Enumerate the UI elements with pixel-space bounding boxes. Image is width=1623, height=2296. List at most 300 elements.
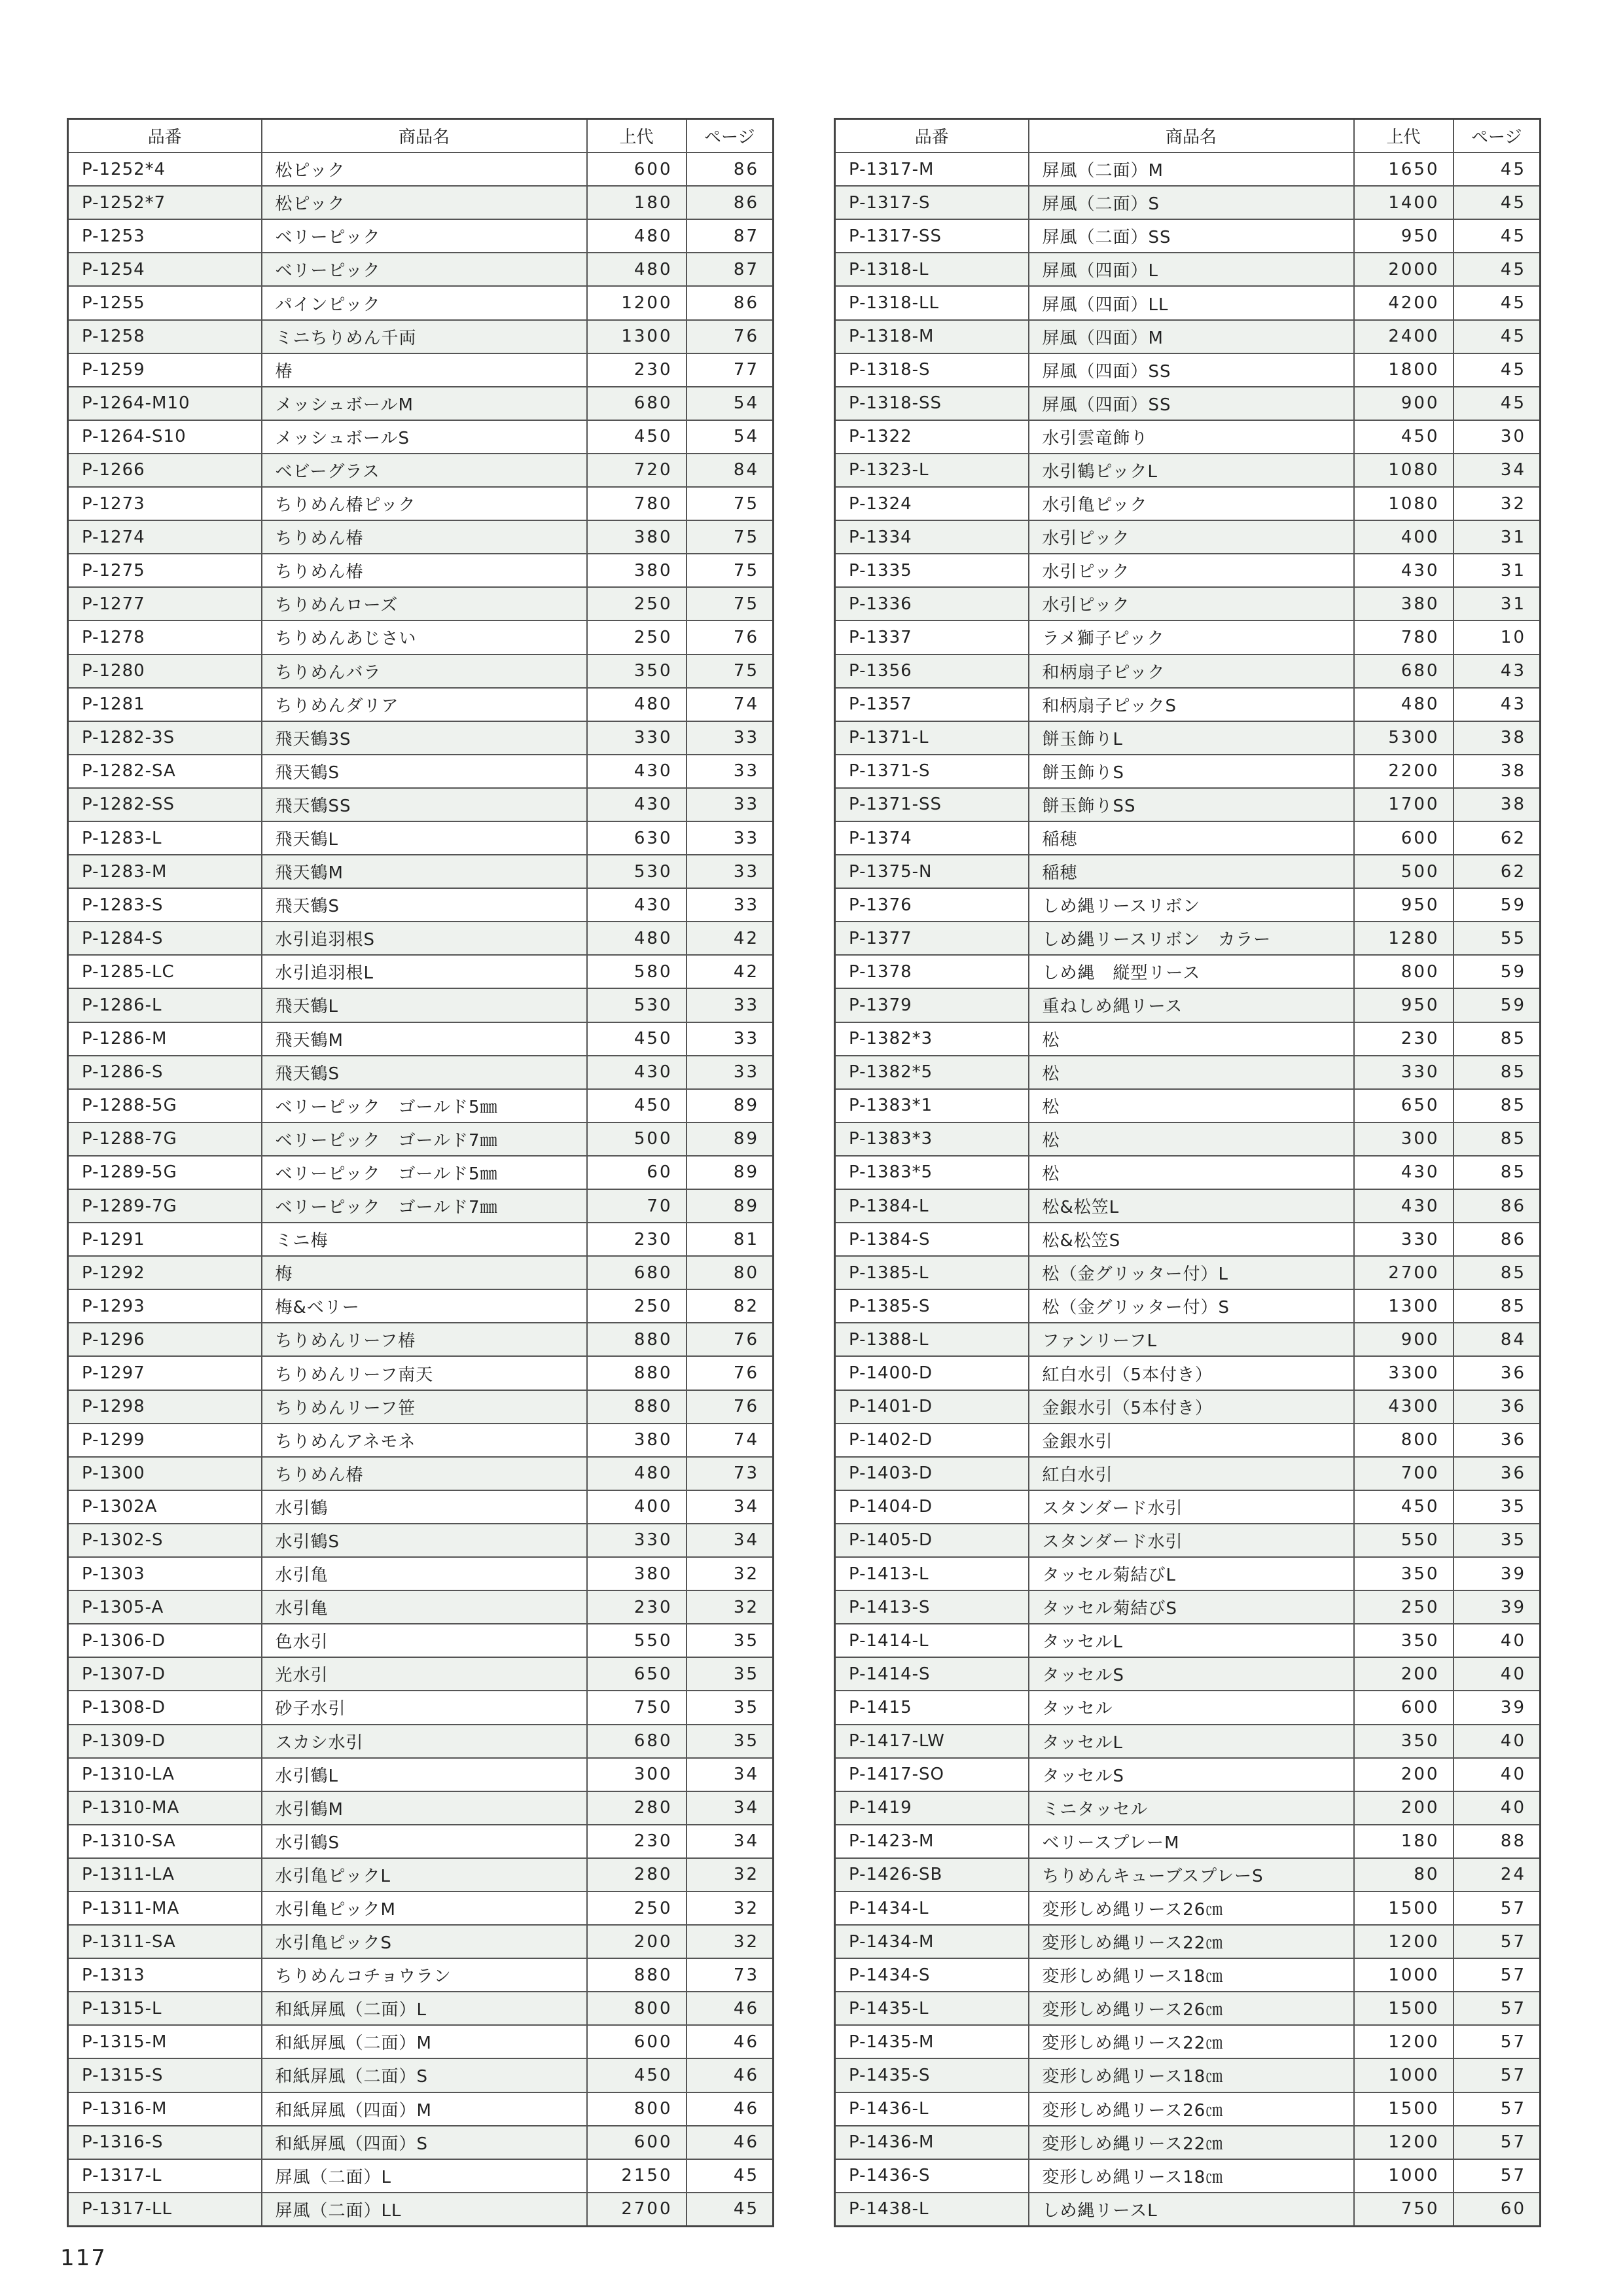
product-code-cell: P-1318-SS <box>835 387 1029 420</box>
catalog-page-cell: 74 <box>687 688 774 721</box>
product-code-cell: P-1317-LL <box>68 2193 262 2227</box>
product-code-cell: P-1259 <box>68 353 262 387</box>
catalog-page-cell: 30 <box>1454 420 1541 454</box>
product-code-cell: P-1379 <box>835 988 1029 1022</box>
product-name-cell: ちりめんアネモネ <box>262 1424 587 1457</box>
product-code-cell: P-1317-L <box>68 2159 262 2193</box>
product-name-cell: ベリーピック ゴールド7㎜ <box>262 1189 587 1223</box>
catalog-page-cell: 85 <box>1454 1289 1541 1323</box>
product-code-cell: P-1266 <box>68 454 262 487</box>
product-code-cell: P-1323-L <box>835 454 1029 487</box>
catalog-page-cell: 86 <box>687 186 774 219</box>
table-row <box>68 2058 774 2092</box>
table-row <box>835 554 1541 587</box>
product-name-cell: タッセル菊結びL <box>1029 1557 1354 1590</box>
product-name-cell: スタンダード水引 <box>1029 1524 1354 1557</box>
product-code-cell: P-1307-D <box>68 1657 262 1691</box>
product-code-cell: P-1315-M <box>68 2025 262 2058</box>
catalog-page-cell: 45 <box>687 2193 774 2227</box>
product-name-cell: 稲穂 <box>1029 855 1354 888</box>
retail-price-cell: 1000 <box>1354 1958 1454 1992</box>
product-code-cell: P-1417-LW <box>835 1725 1029 1758</box>
table-row <box>835 1657 1541 1691</box>
retail-price-cell: 880 <box>587 1356 687 1390</box>
product-code-cell: P-1274 <box>68 520 262 554</box>
product-code-cell: P-1436-M <box>835 2126 1029 2159</box>
catalog-page-cell: 46 <box>687 2025 774 2058</box>
catalog-page-cell: 33 <box>687 1022 774 1056</box>
table-row <box>68 1590 774 1624</box>
table-row <box>68 420 774 454</box>
product-name-cell: 飛天鶴3S <box>262 721 587 755</box>
table-row <box>835 2092 1541 2126</box>
catalog-page-cell: 86 <box>1454 1223 1541 1256</box>
product-code-cell: P-1286-S <box>68 1056 262 1089</box>
catalog-page-cell: 89 <box>687 1189 774 1223</box>
header-product-name: 商品名 <box>262 119 587 153</box>
product-code-cell: P-1388-L <box>835 1323 1029 1356</box>
catalog-page-cell: 40 <box>1454 1791 1541 1825</box>
retail-price-cell: 500 <box>1354 855 1454 888</box>
table-row <box>68 655 774 688</box>
product-code-cell: P-1400-D <box>835 1356 1029 1390</box>
product-code-cell: P-1283-L <box>68 821 262 855</box>
retail-price-cell: 600 <box>587 152 687 186</box>
catalog-page-cell: 34 <box>1454 454 1541 487</box>
retail-price-cell: 480 <box>587 219 687 253</box>
catalog-page-cell: 43 <box>1454 655 1541 688</box>
product-name-cell: 紅白水引（5本付き） <box>1029 1356 1354 1390</box>
catalog-page-cell: 34 <box>687 1490 774 1524</box>
table-row <box>68 1858 774 1892</box>
product-code-cell: P-1288-7G <box>68 1122 262 1156</box>
table-row <box>835 2193 1541 2227</box>
table-row <box>835 1758 1541 1791</box>
catalog-page-cell: 85 <box>1454 1256 1541 1289</box>
header-product-code: 品番 <box>68 119 262 153</box>
product-name-cell: 金銀水引 <box>1029 1424 1354 1457</box>
product-name-cell: ちりめん椿 <box>262 1457 587 1490</box>
table-row <box>835 1356 1541 1390</box>
retail-price-cell: 350 <box>1354 1725 1454 1758</box>
catalog-page-cell: 45 <box>1454 353 1541 387</box>
retail-price-cell: 2000 <box>1354 253 1454 286</box>
product-name-cell: 松 <box>1029 1089 1354 1122</box>
table-row <box>835 655 1541 688</box>
product-code-cell: P-1292 <box>68 1256 262 1289</box>
table-row <box>68 1223 774 1256</box>
product-name-cell: パインピック <box>262 286 587 319</box>
catalog-page-cell: 57 <box>1454 2126 1541 2159</box>
product-name-cell: ちりめんリーフ南天 <box>262 1356 587 1390</box>
retail-price-cell: 1000 <box>1354 2159 1454 2193</box>
table-row <box>835 1156 1541 1189</box>
catalog-page-cell: 85 <box>1454 1122 1541 1156</box>
table-row <box>835 1624 1541 1657</box>
product-code-cell: P-1316-M <box>68 2092 262 2126</box>
catalog-page-cell: 33 <box>687 1056 774 1089</box>
product-name-cell: タッセル菊結びS <box>1029 1590 1354 1624</box>
catalog-page-cell: 57 <box>1454 2092 1541 2126</box>
table-row <box>68 487 774 520</box>
table-row <box>835 587 1541 620</box>
product-name-cell: 屏風（二面）L <box>262 2159 587 2193</box>
catalog-page-cell: 88 <box>1454 1825 1541 1858</box>
product-name-cell: ベリーピック ゴールド5㎜ <box>262 1089 587 1122</box>
product-name-cell: 屏風（四面）L <box>1029 253 1354 286</box>
product-code-cell: P-1311-MA <box>68 1892 262 1925</box>
catalog-page-cell: 36 <box>1454 1390 1541 1424</box>
catalog-page-cell: 32 <box>687 1892 774 1925</box>
table-row <box>68 219 774 253</box>
product-code-cell: P-1303 <box>68 1557 262 1590</box>
table-row <box>835 152 1541 186</box>
product-name-cell: 水引亀 <box>262 1557 587 1590</box>
table-row <box>835 1390 1541 1424</box>
catalog-page-cell: 31 <box>1454 520 1541 554</box>
catalog-page-cell: 31 <box>1454 554 1541 587</box>
catalog-page-cell: 45 <box>687 2159 774 2193</box>
product-name-cell: 松 <box>1029 1156 1354 1189</box>
product-code-cell: P-1324 <box>835 487 1029 520</box>
product-code-cell: P-1414-L <box>835 1624 1029 1657</box>
product-code-cell: P-1385-L <box>835 1256 1029 1289</box>
table-row <box>835 1557 1541 1590</box>
catalog-page-cell: 75 <box>687 520 774 554</box>
catalog-page-cell: 35 <box>687 1657 774 1691</box>
catalog-page-cell: 59 <box>1454 955 1541 988</box>
table-row <box>68 253 774 286</box>
table-row <box>835 2058 1541 2092</box>
product-name-cell: 和紙屏風（四面）S <box>262 2126 587 2159</box>
table-row <box>835 1256 1541 1289</box>
product-name-cell: しめ縄リースL <box>1029 2193 1354 2227</box>
header-catalog-page: ページ <box>687 119 774 153</box>
catalog-page-cell: 80 <box>687 1256 774 1289</box>
catalog-page-cell: 32 <box>687 1557 774 1590</box>
retail-price-cell: 1300 <box>587 320 687 353</box>
table-row <box>68 1189 774 1223</box>
table-row <box>835 420 1541 454</box>
product-code-cell: P-1417-SO <box>835 1758 1029 1791</box>
table-row <box>835 1524 1541 1557</box>
product-name-cell: 餅玉飾りL <box>1029 721 1354 755</box>
retail-price-cell: 280 <box>587 1791 687 1825</box>
catalog-page-cell: 54 <box>687 387 774 420</box>
catalog-page-cell: 76 <box>687 1356 774 1390</box>
catalog-page-cell: 40 <box>1454 1725 1541 1758</box>
retail-price-cell: 630 <box>587 821 687 855</box>
product-code-cell: P-1288-5G <box>68 1089 262 1122</box>
product-name-cell: 餅玉飾りS <box>1029 755 1354 788</box>
product-code-cell: P-1423-M <box>835 1825 1029 1858</box>
product-name-cell: ちりめんバラ <box>262 655 587 688</box>
product-code-cell: P-1282-3S <box>68 721 262 755</box>
catalog-page-cell: 33 <box>687 821 774 855</box>
table-row <box>835 1056 1541 1089</box>
retail-price-cell: 450 <box>587 2058 687 2092</box>
product-name-cell: 松（金グリッター付）S <box>1029 1289 1354 1323</box>
product-name-cell: ちりめんコチョウラン <box>262 1958 587 1992</box>
product-name-cell: 松ピック <box>262 186 587 219</box>
product-table-right <box>834 118 1541 2227</box>
product-code-cell: P-1280 <box>68 655 262 688</box>
product-code-cell: P-1252*7 <box>68 186 262 219</box>
retail-price-cell: 800 <box>587 1992 687 2025</box>
catalog-page-cell: 84 <box>687 454 774 487</box>
product-code-cell: P-1254 <box>68 253 262 286</box>
catalog-page-cell: 35 <box>1454 1524 1541 1557</box>
product-code-cell: P-1293 <box>68 1289 262 1323</box>
product-name-cell: しめ縄リースリボン <box>1029 888 1354 922</box>
product-code-cell: P-1282-SA <box>68 755 262 788</box>
product-code-cell: P-1371-L <box>835 721 1029 755</box>
table-row <box>68 688 774 721</box>
catalog-page-cell: 89 <box>687 1156 774 1189</box>
table-row <box>68 955 774 988</box>
catalog-page-cell: 40 <box>1454 1657 1541 1691</box>
table-row <box>68 988 774 1022</box>
retail-price-cell: 750 <box>1354 2193 1454 2227</box>
product-name-cell: 餅玉飾りSS <box>1029 788 1354 821</box>
catalog-page-cell: 85 <box>1454 1089 1541 1122</box>
product-code-cell: P-1302A <box>68 1490 262 1524</box>
retail-price-cell: 2200 <box>1354 755 1454 788</box>
product-name-cell: 和柄扇子ピック <box>1029 655 1354 688</box>
table-row <box>835 286 1541 319</box>
catalog-page-cell: 76 <box>687 1390 774 1424</box>
table-row <box>68 755 774 788</box>
product-code-cell: P-1285-LC <box>68 955 262 988</box>
product-name-cell: ベリーピック <box>262 253 587 286</box>
table-row <box>835 1725 1541 1758</box>
retail-price-cell: 250 <box>587 620 687 654</box>
table-row <box>835 821 1541 855</box>
product-name-cell: 変形しめ縄リース22㎝ <box>1029 2126 1354 2159</box>
catalog-page-cell: 35 <box>687 1624 774 1657</box>
product-name-cell: 飛天鶴M <box>262 1022 587 1056</box>
retail-price-cell: 200 <box>1354 1758 1454 1791</box>
product-name-cell: 梅&ベリー <box>262 1289 587 1323</box>
product-name-cell: 水引鶴S <box>262 1825 587 1858</box>
product-name-cell: 水引追羽根L <box>262 955 587 988</box>
product-name-cell: 水引亀 <box>262 1590 587 1624</box>
table-row <box>68 1156 774 1189</box>
product-name-cell: ちりめんリーフ椿 <box>262 1323 587 1356</box>
product-code-cell: P-1317-S <box>835 186 1029 219</box>
product-code-cell: P-1302-S <box>68 1524 262 1557</box>
product-name-cell: ちりめん椿 <box>262 520 587 554</box>
retail-price-cell: 1200 <box>1354 1925 1454 1958</box>
product-name-cell: 松 <box>1029 1122 1354 1156</box>
product-name-cell: 重ねしめ縄リース <box>1029 988 1354 1022</box>
catalog-page-cell: 33 <box>687 721 774 755</box>
product-code-cell: P-1289-5G <box>68 1156 262 1189</box>
retail-price-cell: 430 <box>1354 1189 1454 1223</box>
catalog-page-cell: 85 <box>1454 1156 1541 1189</box>
product-name-cell: 水引ピック <box>1029 554 1354 587</box>
product-code-cell: P-1305-A <box>68 1590 262 1624</box>
table-row <box>835 1992 1541 2025</box>
product-name-cell: メッシュボールS <box>262 420 587 454</box>
table-row <box>68 1691 774 1724</box>
retail-price-cell: 780 <box>587 487 687 520</box>
table-row <box>68 587 774 620</box>
product-name-cell: ファンリーフL <box>1029 1323 1354 1356</box>
retail-price-cell: 1000 <box>1354 2058 1454 2092</box>
retail-price-cell: 550 <box>587 1624 687 1657</box>
product-name-cell: ベビーグラス <box>262 454 587 487</box>
product-code-cell: P-1371-SS <box>835 788 1029 821</box>
product-code-cell: P-1315-L <box>68 1992 262 2025</box>
catalog-page-cell: 32 <box>687 1858 774 1892</box>
product-code-cell: P-1283-M <box>68 855 262 888</box>
product-name-cell: 変形しめ縄リース26㎝ <box>1029 1892 1354 1925</box>
catalog-page-cell: 75 <box>687 587 774 620</box>
product-name-cell: 水引亀ピックM <box>262 1892 587 1925</box>
product-code-cell: P-1402-D <box>835 1424 1029 1457</box>
page-number: 117 <box>60 2245 107 2271</box>
table-row <box>68 554 774 587</box>
catalog-page-cell: 86 <box>687 152 774 186</box>
catalog-page-cell: 36 <box>1454 1356 1541 1390</box>
catalog-page-cell: 35 <box>1454 1490 1541 1524</box>
retail-price-cell: 350 <box>587 655 687 688</box>
product-code-cell: P-1403-D <box>835 1457 1029 1490</box>
table-row <box>68 1624 774 1657</box>
catalog-page-cell: 43 <box>1454 688 1541 721</box>
retail-price-cell: 450 <box>587 1022 687 1056</box>
catalog-page-cell: 73 <box>687 1958 774 1992</box>
product-code-cell: P-1405-D <box>835 1524 1029 1557</box>
retail-price-cell: 2700 <box>587 2193 687 2227</box>
product-name-cell: スタンダード水引 <box>1029 1490 1354 1524</box>
retail-price-cell: 1080 <box>1354 454 1454 487</box>
table-row <box>68 620 774 654</box>
retail-price-cell: 950 <box>1354 888 1454 922</box>
product-code-cell: P-1316-S <box>68 2126 262 2159</box>
retail-price-cell: 880 <box>587 1390 687 1424</box>
product-code-cell: P-1383*1 <box>835 1089 1029 1122</box>
catalog-page-cell: 45 <box>1454 286 1541 319</box>
catalog-page-cell: 24 <box>1454 1858 1541 1892</box>
retail-price-cell: 3300 <box>1354 1356 1454 1390</box>
catalog-page-cell: 31 <box>1454 587 1541 620</box>
table-row <box>68 1925 774 1958</box>
retail-price-cell: 600 <box>587 2126 687 2159</box>
catalog-page-cell: 46 <box>687 2058 774 2092</box>
catalog-page-cell: 32 <box>687 1590 774 1624</box>
product-name-cell: 和紙屏風（二面）L <box>262 1992 587 2025</box>
retail-price-cell: 950 <box>1354 219 1454 253</box>
table-row <box>835 1590 1541 1624</box>
retail-price-cell: 80 <box>1354 1858 1454 1892</box>
catalog-page-cell: 35 <box>687 1725 774 1758</box>
product-name-cell: 水引鶴ピックL <box>1029 454 1354 487</box>
product-name-cell: 変形しめ縄リース26㎝ <box>1029 2092 1354 2126</box>
product-code-cell: P-1281 <box>68 688 262 721</box>
catalog-page-cell: 45 <box>1454 387 1541 420</box>
catalog-page-cell: 76 <box>687 620 774 654</box>
catalog-page-cell: 57 <box>1454 2159 1541 2193</box>
table-row <box>68 2126 774 2159</box>
catalog-page-cell: 10 <box>1454 620 1541 654</box>
product-name-cell: ミニちりめん千両 <box>262 320 587 353</box>
table-row <box>835 1089 1541 1122</box>
retail-price-cell: 550 <box>1354 1524 1454 1557</box>
table-row <box>835 1323 1541 1356</box>
catalog-page-cell: 38 <box>1454 755 1541 788</box>
table-row <box>835 755 1541 788</box>
catalog-page-cell: 74 <box>687 1424 774 1457</box>
product-name-cell: ミニ梅 <box>262 1223 587 1256</box>
retail-price-cell: 680 <box>1354 655 1454 688</box>
retail-price-cell: 1200 <box>587 286 687 319</box>
table-row <box>68 821 774 855</box>
catalog-page-cell: 84 <box>1454 1323 1541 1356</box>
product-code-cell: P-1413-L <box>835 1557 1029 1590</box>
product-code-cell: P-1252*4 <box>68 152 262 186</box>
retail-price-cell: 250 <box>587 587 687 620</box>
retail-price-cell: 1500 <box>1354 1992 1454 2025</box>
catalog-page-cell: 60 <box>1454 2193 1541 2227</box>
table-row <box>68 855 774 888</box>
table-row <box>68 1089 774 1122</box>
product-name-cell: 屏風（二面）M <box>1029 152 1354 186</box>
product-name-cell: スカシ水引 <box>262 1725 587 1758</box>
table-row <box>68 1122 774 1156</box>
product-code-cell: P-1337 <box>835 620 1029 654</box>
retail-price-cell: 330 <box>1354 1223 1454 1256</box>
table-row <box>68 2092 774 2126</box>
table-row <box>835 2126 1541 2159</box>
product-name-cell: 光水引 <box>262 1657 587 1691</box>
catalog-page-cell: 62 <box>1454 855 1541 888</box>
table-row <box>68 186 774 219</box>
retail-price-cell: 300 <box>587 1758 687 1791</box>
product-name-cell: 水引ピック <box>1029 520 1354 554</box>
retail-price-cell: 380 <box>587 520 687 554</box>
retail-price-cell: 1400 <box>1354 186 1454 219</box>
retail-price-cell: 530 <box>587 988 687 1022</box>
table-row <box>835 688 1541 721</box>
product-name-cell: ちりめんキューブスプレーS <box>1029 1858 1354 1892</box>
retail-price-cell: 600 <box>1354 821 1454 855</box>
product-name-cell: 屏風（四面）M <box>1029 320 1354 353</box>
retail-price-cell: 430 <box>587 1056 687 1089</box>
product-name-cell: ちりめんリーフ笹 <box>262 1390 587 1424</box>
product-code-cell: P-1382*5 <box>835 1056 1029 1089</box>
retail-price-cell: 200 <box>1354 1791 1454 1825</box>
table-row <box>835 1892 1541 1925</box>
retail-price-cell: 880 <box>587 1323 687 1356</box>
product-code-cell: P-1356 <box>835 655 1029 688</box>
product-name-cell: タッセルS <box>1029 1758 1354 1791</box>
product-name-cell: 松&松笠S <box>1029 1223 1354 1256</box>
retail-price-cell: 2400 <box>1354 320 1454 353</box>
retail-price-cell: 350 <box>1354 1624 1454 1657</box>
retail-price-cell: 1200 <box>1354 2126 1454 2159</box>
retail-price-cell: 600 <box>587 2025 687 2058</box>
product-name-cell: タッセルL <box>1029 1624 1354 1657</box>
product-code-cell: P-1264-S10 <box>68 420 262 454</box>
product-code-cell: P-1401-D <box>835 1390 1029 1424</box>
retail-price-cell: 380 <box>587 1424 687 1457</box>
retail-price-cell: 450 <box>587 420 687 454</box>
product-code-cell: P-1278 <box>68 620 262 654</box>
product-name-cell: ベリーピック ゴールド7㎜ <box>262 1122 587 1156</box>
catalog-page-cell: 38 <box>1454 788 1541 821</box>
